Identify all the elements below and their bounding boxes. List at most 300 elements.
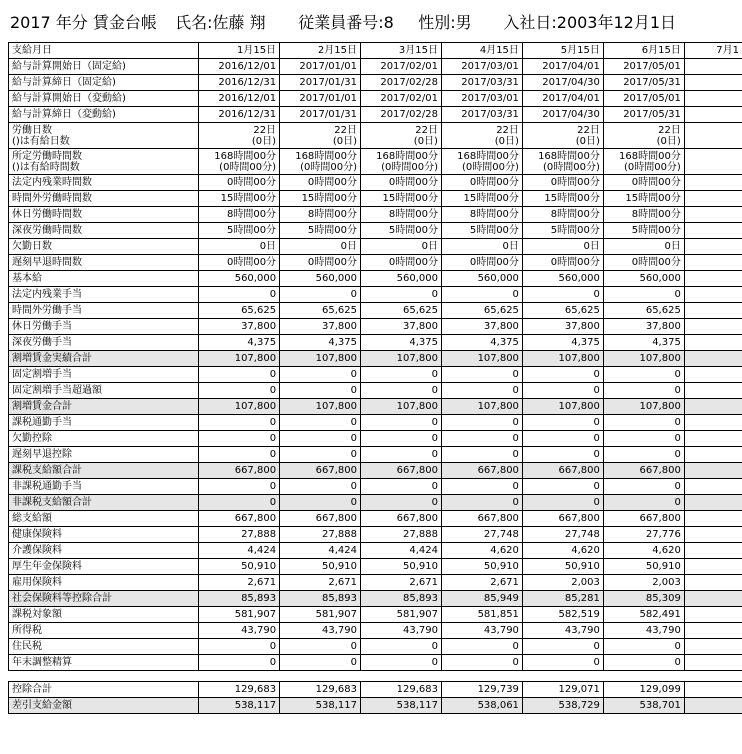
value-cell: 43,790 bbox=[361, 623, 442, 639]
value-cell: 0 bbox=[603, 479, 684, 495]
table-row bbox=[9, 447, 742, 463]
value-cell: 0 bbox=[199, 415, 280, 431]
value-cell: 0 bbox=[603, 495, 684, 511]
value-cell: 0 bbox=[280, 495, 361, 511]
value-cell: 0 bbox=[441, 495, 522, 511]
value-cell: 107,800 bbox=[361, 351, 442, 367]
value-cell bbox=[684, 287, 742, 303]
value-cell bbox=[684, 671, 742, 682]
value-cell bbox=[684, 351, 742, 367]
employee-name: 氏名:佐藤 翔 bbox=[175, 13, 266, 32]
value-cell: 5時間00分 bbox=[522, 223, 603, 239]
value-cell: 560,000 bbox=[199, 271, 280, 287]
value-cell bbox=[684, 639, 742, 655]
value-cell: 107,800 bbox=[441, 351, 522, 367]
row-label: 課税通勤手当 bbox=[9, 415, 199, 431]
table-row bbox=[9, 682, 742, 698]
row-label: 欠勤控除 bbox=[9, 431, 199, 447]
value-cell: 560,000 bbox=[361, 271, 442, 287]
row-label: 差引支給金額 bbox=[9, 698, 199, 714]
row-label: 割増賃金実績合計 bbox=[9, 351, 199, 367]
value-cell: 168時間00分 (0時間00分) bbox=[441, 149, 522, 175]
value-cell: 667,800 bbox=[522, 463, 603, 479]
value-cell: 0 bbox=[522, 287, 603, 303]
table-row bbox=[9, 239, 742, 255]
row-label: 法定内残業時間数 bbox=[9, 175, 199, 191]
value-cell: 0 bbox=[603, 415, 684, 431]
value-cell: 107,800 bbox=[199, 399, 280, 415]
row-label: 年末調整精算 bbox=[9, 655, 199, 671]
hire-date: 入社日:2003年12月1日 bbox=[503, 13, 677, 32]
value-cell bbox=[684, 91, 742, 107]
value-cell: 560,000 bbox=[603, 271, 684, 287]
value-cell: 15時間00分 bbox=[441, 191, 522, 207]
value-cell: 667,800 bbox=[361, 463, 442, 479]
value-cell: 129,071 bbox=[522, 682, 603, 698]
table-row bbox=[9, 591, 742, 607]
value-cell: 107,800 bbox=[441, 399, 522, 415]
value-cell: 0時間00分 bbox=[522, 255, 603, 271]
value-cell: 0 bbox=[522, 495, 603, 511]
value-cell: 0 bbox=[441, 367, 522, 383]
value-cell: 0 bbox=[199, 287, 280, 303]
value-cell: 4,424 bbox=[199, 543, 280, 559]
table-row bbox=[9, 271, 742, 287]
row-label: 給与計算締日（変動給) bbox=[9, 107, 199, 123]
value-cell: 8時間00分 bbox=[603, 207, 684, 223]
table-row bbox=[9, 123, 742, 149]
value-cell: 27,888 bbox=[280, 527, 361, 543]
value-cell: 2017/04/01 bbox=[522, 59, 603, 75]
value-cell: 0 bbox=[361, 479, 442, 495]
value-cell: 2,671 bbox=[361, 575, 442, 591]
value-cell: 667,800 bbox=[603, 511, 684, 527]
value-cell: 15時間00分 bbox=[199, 191, 280, 207]
table-row bbox=[9, 91, 742, 107]
row-label: 遅刻早退控除 bbox=[9, 447, 199, 463]
value-cell bbox=[280, 671, 361, 682]
table-row bbox=[9, 623, 742, 639]
value-cell: 129,683 bbox=[280, 682, 361, 698]
value-cell: 107,800 bbox=[522, 351, 603, 367]
row-label: 課税支給額合計 bbox=[9, 463, 199, 479]
value-cell: 85,893 bbox=[280, 591, 361, 607]
value-cell: 0時間00分 bbox=[361, 175, 442, 191]
row-label: 労働日数 ()は有給日数 bbox=[9, 123, 199, 149]
table-row bbox=[9, 75, 742, 91]
value-cell: 5時間00分 bbox=[199, 223, 280, 239]
value-cell: 0 bbox=[522, 447, 603, 463]
value-cell: 0 bbox=[361, 287, 442, 303]
value-cell: 0 bbox=[199, 367, 280, 383]
ledger-header bbox=[10, 10, 676, 36]
row-label: 健康保険料 bbox=[9, 527, 199, 543]
table-row bbox=[9, 335, 742, 351]
table-row bbox=[9, 223, 742, 239]
row-label: 割増賃金合計 bbox=[9, 399, 199, 415]
value-cell: 0時間00分 bbox=[280, 255, 361, 271]
value-cell: 43,790 bbox=[603, 623, 684, 639]
value-cell: 168時間00分 (0時間00分) bbox=[280, 149, 361, 175]
employee-gender: 性別:男 bbox=[418, 13, 472, 32]
value-cell: 0 bbox=[280, 655, 361, 671]
value-cell bbox=[684, 399, 742, 415]
value-cell: 582,491 bbox=[603, 607, 684, 623]
value-cell bbox=[684, 607, 742, 623]
value-cell: 37,800 bbox=[441, 319, 522, 335]
value-cell: 2,003 bbox=[603, 575, 684, 591]
value-cell: 0日 bbox=[522, 239, 603, 255]
row-label: 控除合計 bbox=[9, 682, 199, 698]
value-cell: 0 bbox=[361, 639, 442, 655]
value-cell: 5時間00分 bbox=[361, 223, 442, 239]
value-cell: 8時間00分 bbox=[199, 207, 280, 223]
value-cell: 2017/04/30 bbox=[522, 107, 603, 123]
value-cell: 667,800 bbox=[199, 463, 280, 479]
value-cell: 85,893 bbox=[199, 591, 280, 607]
value-cell: 2017/03/01 bbox=[441, 91, 522, 107]
row-label bbox=[9, 671, 199, 682]
value-cell: 129,099 bbox=[603, 682, 684, 698]
value-cell: 560,000 bbox=[441, 271, 522, 287]
value-cell: 538,117 bbox=[361, 698, 442, 714]
value-cell bbox=[684, 682, 742, 698]
value-cell: 0 bbox=[603, 447, 684, 463]
table-row bbox=[9, 59, 742, 75]
value-cell: 43,790 bbox=[280, 623, 361, 639]
value-cell: 8時間00分 bbox=[361, 207, 442, 223]
value-cell: 107,800 bbox=[280, 399, 361, 415]
value-cell: 582,519 bbox=[522, 607, 603, 623]
value-cell: 538,061 bbox=[441, 698, 522, 714]
value-cell: 2,671 bbox=[441, 575, 522, 591]
row-label: 休日労働時間数 bbox=[9, 207, 199, 223]
value-cell: 2016/12/01 bbox=[199, 91, 280, 107]
value-cell: 50,910 bbox=[280, 559, 361, 575]
month-header-cell: 5月15日 bbox=[522, 43, 603, 59]
value-cell: 0時間00分 bbox=[522, 175, 603, 191]
value-cell bbox=[684, 367, 742, 383]
table-row bbox=[9, 383, 742, 399]
table-row bbox=[9, 607, 742, 623]
value-cell: 0 bbox=[603, 655, 684, 671]
value-cell: 2017/04/30 bbox=[522, 75, 603, 91]
value-cell bbox=[684, 319, 742, 335]
value-cell: 2017/03/31 bbox=[441, 107, 522, 123]
value-cell: 129,683 bbox=[361, 682, 442, 698]
value-cell bbox=[684, 107, 742, 123]
value-cell: 50,910 bbox=[441, 559, 522, 575]
value-cell: 22日 (0日) bbox=[280, 123, 361, 149]
value-cell: 129,683 bbox=[199, 682, 280, 698]
row-label: 給与計算開始日（変動給) bbox=[9, 91, 199, 107]
value-cell: 4,620 bbox=[441, 543, 522, 559]
row-label: 時間外労働手当 bbox=[9, 303, 199, 319]
value-cell bbox=[684, 495, 742, 511]
value-cell: 0 bbox=[280, 431, 361, 447]
month-header-cell: 1月15日 bbox=[199, 43, 280, 59]
value-cell: 0 bbox=[280, 383, 361, 399]
row-label: 総支給額 bbox=[9, 511, 199, 527]
value-cell bbox=[684, 447, 742, 463]
value-cell: 37,800 bbox=[361, 319, 442, 335]
value-cell: 8時間00分 bbox=[441, 207, 522, 223]
value-cell bbox=[684, 479, 742, 495]
table-row bbox=[9, 463, 742, 479]
value-cell bbox=[684, 559, 742, 575]
value-cell: 4,375 bbox=[199, 335, 280, 351]
value-cell: 0 bbox=[522, 383, 603, 399]
row-label: 雇用保険料 bbox=[9, 575, 199, 591]
month-header-cell: 6月15日 bbox=[603, 43, 684, 59]
value-cell: 0 bbox=[522, 655, 603, 671]
value-cell: 5時間00分 bbox=[603, 223, 684, 239]
row-label: 深夜労働手当 bbox=[9, 335, 199, 351]
value-cell bbox=[684, 239, 742, 255]
table-row bbox=[9, 175, 742, 191]
table-row bbox=[9, 479, 742, 495]
value-cell: 0 bbox=[199, 447, 280, 463]
value-cell: 2017/02/28 bbox=[361, 107, 442, 123]
value-cell: 0時間00分 bbox=[603, 255, 684, 271]
value-cell: 0 bbox=[280, 415, 361, 431]
value-cell: 0 bbox=[522, 431, 603, 447]
value-cell: 581,907 bbox=[199, 607, 280, 623]
value-cell: 0 bbox=[280, 447, 361, 463]
month-header-cell: 4月15日 bbox=[441, 43, 522, 59]
table-row bbox=[9, 207, 742, 223]
value-cell: 37,800 bbox=[522, 319, 603, 335]
table-row bbox=[9, 149, 742, 175]
value-cell bbox=[441, 671, 522, 682]
value-cell: 0 bbox=[603, 639, 684, 655]
row-label: 遅刻早退時間数 bbox=[9, 255, 199, 271]
table-row bbox=[9, 655, 742, 671]
value-cell: 15時間00分 bbox=[603, 191, 684, 207]
value-cell: 22日 (0日) bbox=[522, 123, 603, 149]
row-label: 深夜労働時間数 bbox=[9, 223, 199, 239]
value-cell: 0 bbox=[199, 479, 280, 495]
row-label: 法定内残業手当 bbox=[9, 287, 199, 303]
value-cell: 2017/04/01 bbox=[522, 91, 603, 107]
value-cell bbox=[684, 511, 742, 527]
table-row bbox=[9, 559, 742, 575]
month-header-row bbox=[9, 43, 742, 59]
value-cell: 2017/03/01 bbox=[441, 59, 522, 75]
value-cell: 65,625 bbox=[199, 303, 280, 319]
row-label: 非課税支給額合計 bbox=[9, 495, 199, 511]
value-cell: 0時間00分 bbox=[441, 175, 522, 191]
value-cell bbox=[684, 123, 742, 149]
value-cell bbox=[684, 303, 742, 319]
value-cell bbox=[684, 527, 742, 543]
value-cell: 0 bbox=[441, 415, 522, 431]
value-cell: 0 bbox=[361, 383, 442, 399]
value-cell: 0 bbox=[199, 383, 280, 399]
value-cell: 0 bbox=[199, 431, 280, 447]
table-row bbox=[9, 495, 742, 511]
value-cell: 27,888 bbox=[199, 527, 280, 543]
value-cell: 0 bbox=[603, 287, 684, 303]
value-cell: 667,800 bbox=[522, 511, 603, 527]
value-cell: 50,910 bbox=[199, 559, 280, 575]
value-cell: 0 bbox=[361, 415, 442, 431]
row-label: 休日労働手当 bbox=[9, 319, 199, 335]
value-cell: 85,309 bbox=[603, 591, 684, 607]
value-cell: 0時間00分 bbox=[603, 175, 684, 191]
value-cell: 0 bbox=[522, 639, 603, 655]
value-cell: 2017/01/01 bbox=[280, 91, 361, 107]
value-cell: 2016/12/31 bbox=[199, 107, 280, 123]
value-cell: 168時間00分 (0時間00分) bbox=[603, 149, 684, 175]
value-cell: 667,800 bbox=[441, 511, 522, 527]
value-cell: 0 bbox=[522, 367, 603, 383]
value-cell: 0 bbox=[280, 479, 361, 495]
table-row bbox=[9, 575, 742, 591]
ledger-body bbox=[9, 59, 742, 714]
table-row bbox=[9, 415, 742, 431]
value-cell: 0 bbox=[603, 367, 684, 383]
value-cell bbox=[684, 383, 742, 399]
value-cell: 0 bbox=[361, 495, 442, 511]
table-row bbox=[9, 543, 742, 559]
value-cell: 37,800 bbox=[199, 319, 280, 335]
value-cell: 2016/12/01 bbox=[199, 59, 280, 75]
value-cell: 15時間00分 bbox=[522, 191, 603, 207]
table-row bbox=[9, 351, 742, 367]
value-cell: 0 bbox=[522, 479, 603, 495]
value-cell: 2017/05/31 bbox=[603, 107, 684, 123]
value-cell: 0時間00分 bbox=[199, 255, 280, 271]
row-label: 所得税 bbox=[9, 623, 199, 639]
row-label: 社会保険料等控除合計 bbox=[9, 591, 199, 607]
row-label: 固定割増手当超過額 bbox=[9, 383, 199, 399]
value-cell: 0 bbox=[361, 655, 442, 671]
value-cell: 0 bbox=[522, 415, 603, 431]
row-label: 基本給 bbox=[9, 271, 199, 287]
value-cell: 50,910 bbox=[361, 559, 442, 575]
value-cell: 2017/01/01 bbox=[280, 59, 361, 75]
value-cell: 0日 bbox=[603, 239, 684, 255]
value-cell: 0 bbox=[199, 639, 280, 655]
value-cell: 2017/01/31 bbox=[280, 107, 361, 123]
month-header-cell: 2月15日 bbox=[280, 43, 361, 59]
value-cell: 2017/02/01 bbox=[361, 91, 442, 107]
table-row bbox=[9, 107, 742, 123]
employee-number: 従業員番号:8 bbox=[298, 13, 394, 32]
value-cell: 0 bbox=[441, 479, 522, 495]
value-cell bbox=[684, 271, 742, 287]
value-cell bbox=[684, 655, 742, 671]
value-cell: 27,776 bbox=[603, 527, 684, 543]
value-cell bbox=[684, 431, 742, 447]
value-cell: 65,625 bbox=[522, 303, 603, 319]
value-cell: 538,701 bbox=[603, 698, 684, 714]
table-row bbox=[9, 287, 742, 303]
value-cell: 0 bbox=[361, 431, 442, 447]
value-cell: 667,800 bbox=[280, 511, 361, 527]
value-cell: 8時間00分 bbox=[522, 207, 603, 223]
value-cell: 107,800 bbox=[603, 351, 684, 367]
value-cell bbox=[199, 671, 280, 682]
value-cell: 4,375 bbox=[280, 335, 361, 351]
value-cell: 27,748 bbox=[522, 527, 603, 543]
value-cell: 0 bbox=[361, 367, 442, 383]
value-cell: 4,620 bbox=[522, 543, 603, 559]
value-cell bbox=[684, 175, 742, 191]
value-cell: 2017/03/31 bbox=[441, 75, 522, 91]
row-label: 欠勤日数 bbox=[9, 239, 199, 255]
value-cell: 15時間00分 bbox=[361, 191, 442, 207]
value-cell: 0日 bbox=[361, 239, 442, 255]
row-label: 厚生年金保険料 bbox=[9, 559, 199, 575]
value-cell: 15時間00分 bbox=[280, 191, 361, 207]
value-cell: 65,625 bbox=[361, 303, 442, 319]
value-cell: 65,625 bbox=[603, 303, 684, 319]
value-cell: 2016/12/31 bbox=[199, 75, 280, 91]
value-cell: 0 bbox=[441, 383, 522, 399]
value-cell bbox=[684, 623, 742, 639]
value-cell: 4,620 bbox=[603, 543, 684, 559]
value-cell: 0日 bbox=[441, 239, 522, 255]
value-cell bbox=[684, 543, 742, 559]
value-cell: 581,851 bbox=[441, 607, 522, 623]
value-cell: 4,424 bbox=[280, 543, 361, 559]
value-cell: 0 bbox=[441, 287, 522, 303]
row-label: 給与計算開始日（固定給) bbox=[9, 59, 199, 75]
wage-ledger-table bbox=[8, 42, 742, 714]
value-cell: 85,893 bbox=[361, 591, 442, 607]
value-cell bbox=[603, 671, 684, 682]
value-cell: 2,671 bbox=[199, 575, 280, 591]
corner-label: 支給月日 bbox=[9, 43, 199, 59]
value-cell: 2017/05/01 bbox=[603, 91, 684, 107]
value-cell: 667,800 bbox=[603, 463, 684, 479]
value-cell: 107,800 bbox=[199, 351, 280, 367]
value-cell: 2017/05/31 bbox=[603, 75, 684, 91]
value-cell: 168時間00分 (0時間00分) bbox=[522, 149, 603, 175]
value-cell bbox=[361, 671, 442, 682]
value-cell: 0 bbox=[280, 367, 361, 383]
value-cell bbox=[684, 207, 742, 223]
value-cell: 538,117 bbox=[280, 698, 361, 714]
value-cell: 65,625 bbox=[441, 303, 522, 319]
row-label: 住民税 bbox=[9, 639, 199, 655]
row-label: 給与計算締日（固定給) bbox=[9, 75, 199, 91]
value-cell: 0 bbox=[199, 495, 280, 511]
value-cell: 4,375 bbox=[522, 335, 603, 351]
value-cell: 560,000 bbox=[280, 271, 361, 287]
row-label: 介護保険料 bbox=[9, 543, 199, 559]
value-cell: 107,800 bbox=[603, 399, 684, 415]
value-cell: 0時間00分 bbox=[441, 255, 522, 271]
value-cell: 0日 bbox=[199, 239, 280, 255]
value-cell: 37,800 bbox=[603, 319, 684, 335]
value-cell: 0時間00分 bbox=[361, 255, 442, 271]
value-cell: 4,375 bbox=[441, 335, 522, 351]
table-row bbox=[9, 191, 742, 207]
row-label: 所定労働時間数 ()は有給時間数 bbox=[9, 149, 199, 175]
value-cell bbox=[684, 191, 742, 207]
value-cell: 5時間00分 bbox=[441, 223, 522, 239]
value-cell bbox=[522, 671, 603, 682]
value-cell: 22日 (0日) bbox=[603, 123, 684, 149]
value-cell: 0時間00分 bbox=[199, 175, 280, 191]
table-row bbox=[9, 319, 742, 335]
value-cell: 85,949 bbox=[441, 591, 522, 607]
value-cell: 2,003 bbox=[522, 575, 603, 591]
value-cell: 0 bbox=[603, 431, 684, 447]
